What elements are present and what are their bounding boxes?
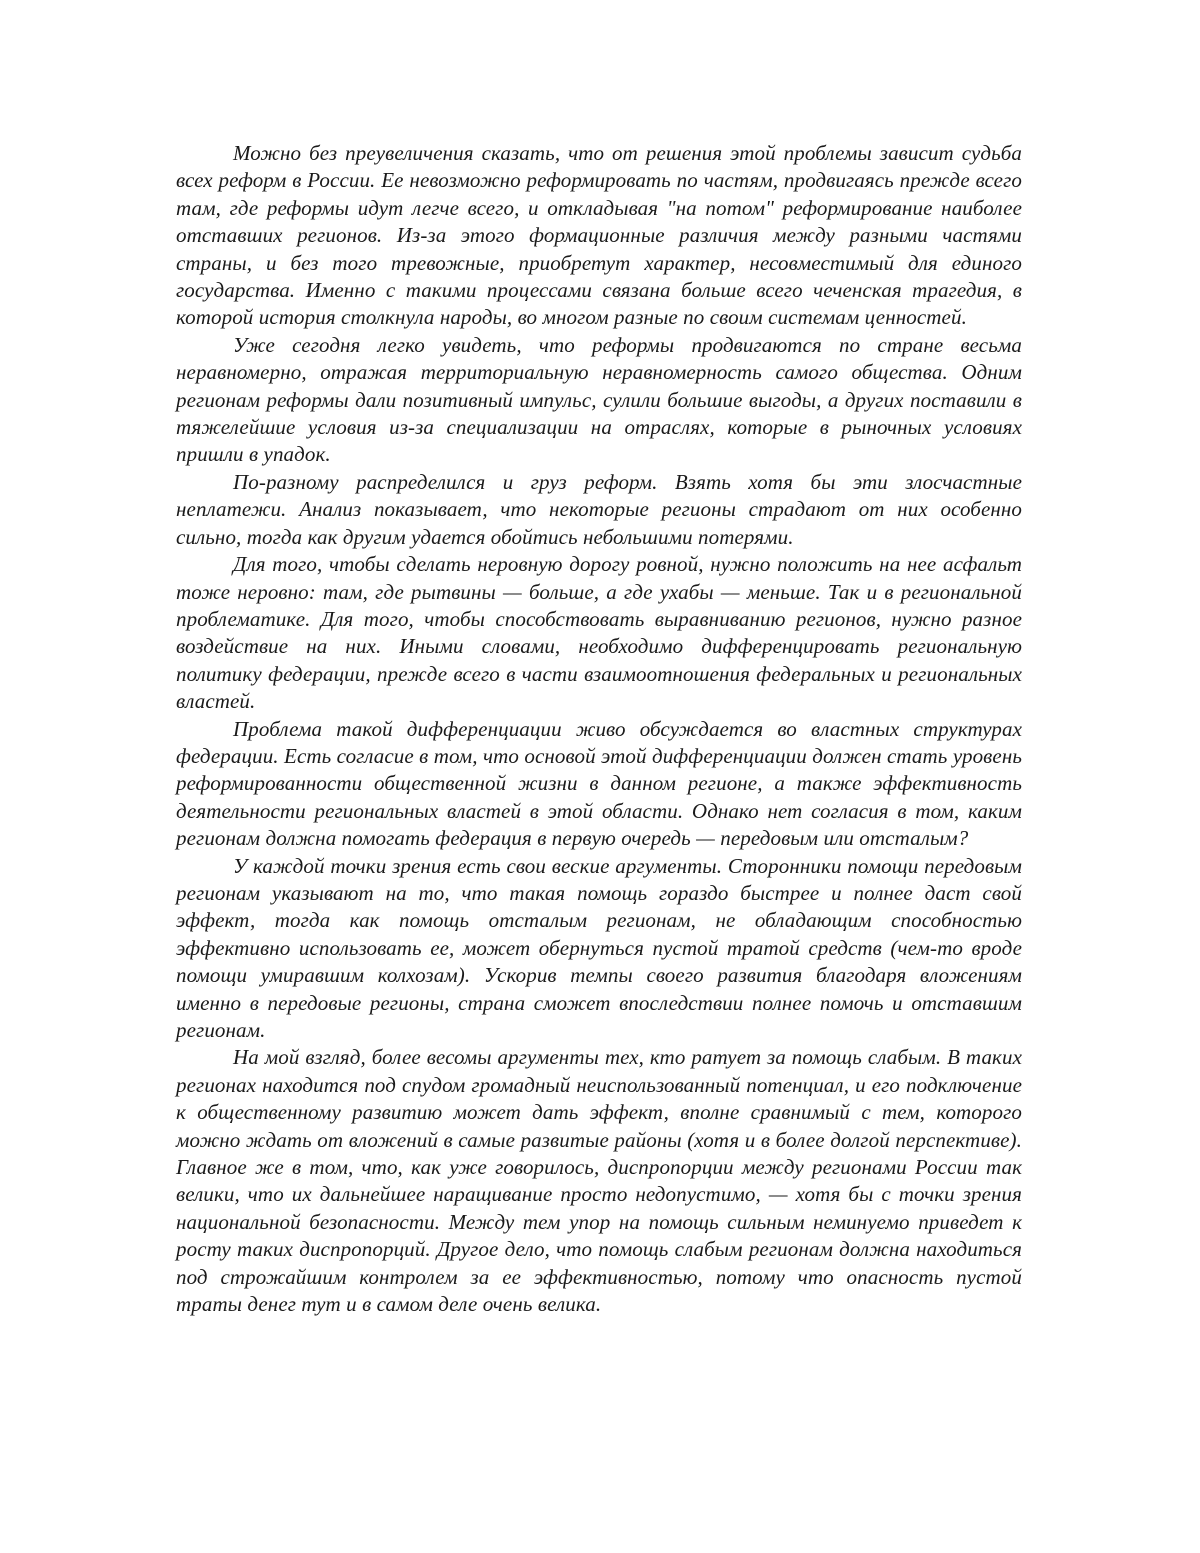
- paragraph-2: Уже сегодня легко увидеть, что реформы продвигаются по стране весьма неравномерно, отражая территориальную неравномерность самого общества. Одним регионам реформы дали позитивный импульс, сулили большие выгоды, а других поставили в тяжелейшие условия из-за специализации на отраслях, которые в рыночных условиях пришли в упадок.: [176, 332, 1022, 469]
- paragraph-5: Проблема такой дифференциации живо обсуждается во властных структурах федерации. Есть согласие в том, что основой этой дифференциации должен стать уровень реформированности общественной жизни в данном регионе, а также эффективность деятельности региональных властей в этой области. Однако нет согласия в том, каким регионам должна помогать федерация в первую очередь — передовым или отсталым?: [176, 716, 1022, 853]
- paragraph-7: На мой взгляд, более весомы аргументы тех, кто ратует за помощь слабым. В таких регионах находится под спудом громадный неиспользованный потенциал, и его подключение к общественному развитию может дать эффект, вполне сравнимый с тем, которого можно ждать от вложений в самые развитые районы (хотя и в более долгой перспективе). Главное же в том, что, как уже говорилось, диспропорции между регионами России так велики, что их дальнейшее наращивание просто недопустимо, — хотя бы с точки зрения национальной безопасности. Между тем упор на помощь сильным неминуемо приведет к росту таких диспропорций. Другое дело, что помощь слабым регионам должна находиться под строжайшим контролем за ее эффективностью, потому что опасность пустой траты денег тут и в самом деле очень велика.: [176, 1044, 1022, 1318]
- paragraph-1: Можно без преувеличения сказать, что от решения этой проблемы зависит судьба всех реформ в России. Ее невозможно реформировать по частям, продвигаясь прежде всего там, где реформы идут легче всего, и откладывая "на потом" реформирование наиболее отставших регионов. Из-за этого формационные различия между разными частями страны, и без того тревожные, приобретут характер, несовместимый для единого государства. Именно с такими процессами связана больше всего чеченская трагедия, в которой история столкнула народы, во многом разные по своим системам ценностей.: [176, 140, 1022, 332]
- document-page: [176, 140, 1022, 1318]
- paragraph-3: По-разному распределился и груз реформ. Взять хотя бы эти злосчастные неплатежи. Анализ показывает, что некоторые регионы страдают от них особенно сильно, тогда как другим удается обойтись небольшими потерями.: [176, 469, 1022, 551]
- paragraph-4: Для того, чтобы сделать неровную дорогу ровной, нужно положить на нее асфальт тоже неровно: там, где рытвины — больше, а где ухабы — меньше. Так и в региональной проблематике. Для того, чтобы способствовать выравниванию регионов, нужно разное воздействие на них. Иными словами, необходимо дифференцировать региональную политику федерации, прежде всего в части взаимоотношения федеральных и региональных властей.: [176, 551, 1022, 715]
- paragraph-6: У каждой точки зрения есть свои веские аргументы. Сторонники помощи передовым регионам указывают на то, что такая помощь гораздо быстрее и полнее даст свой эффект, тогда как помощь отсталым регионам, не обладающим способностью эффективно использовать ее, может обернуться пустой тратой средств (чем-то вроде помощи умиравшим колхозам). Ускорив темпы своего развития благодаря вложениям именно в передовые регионы, страна сможет впоследствии полнее помочь и отставшим регионам.: [176, 853, 1022, 1045]
